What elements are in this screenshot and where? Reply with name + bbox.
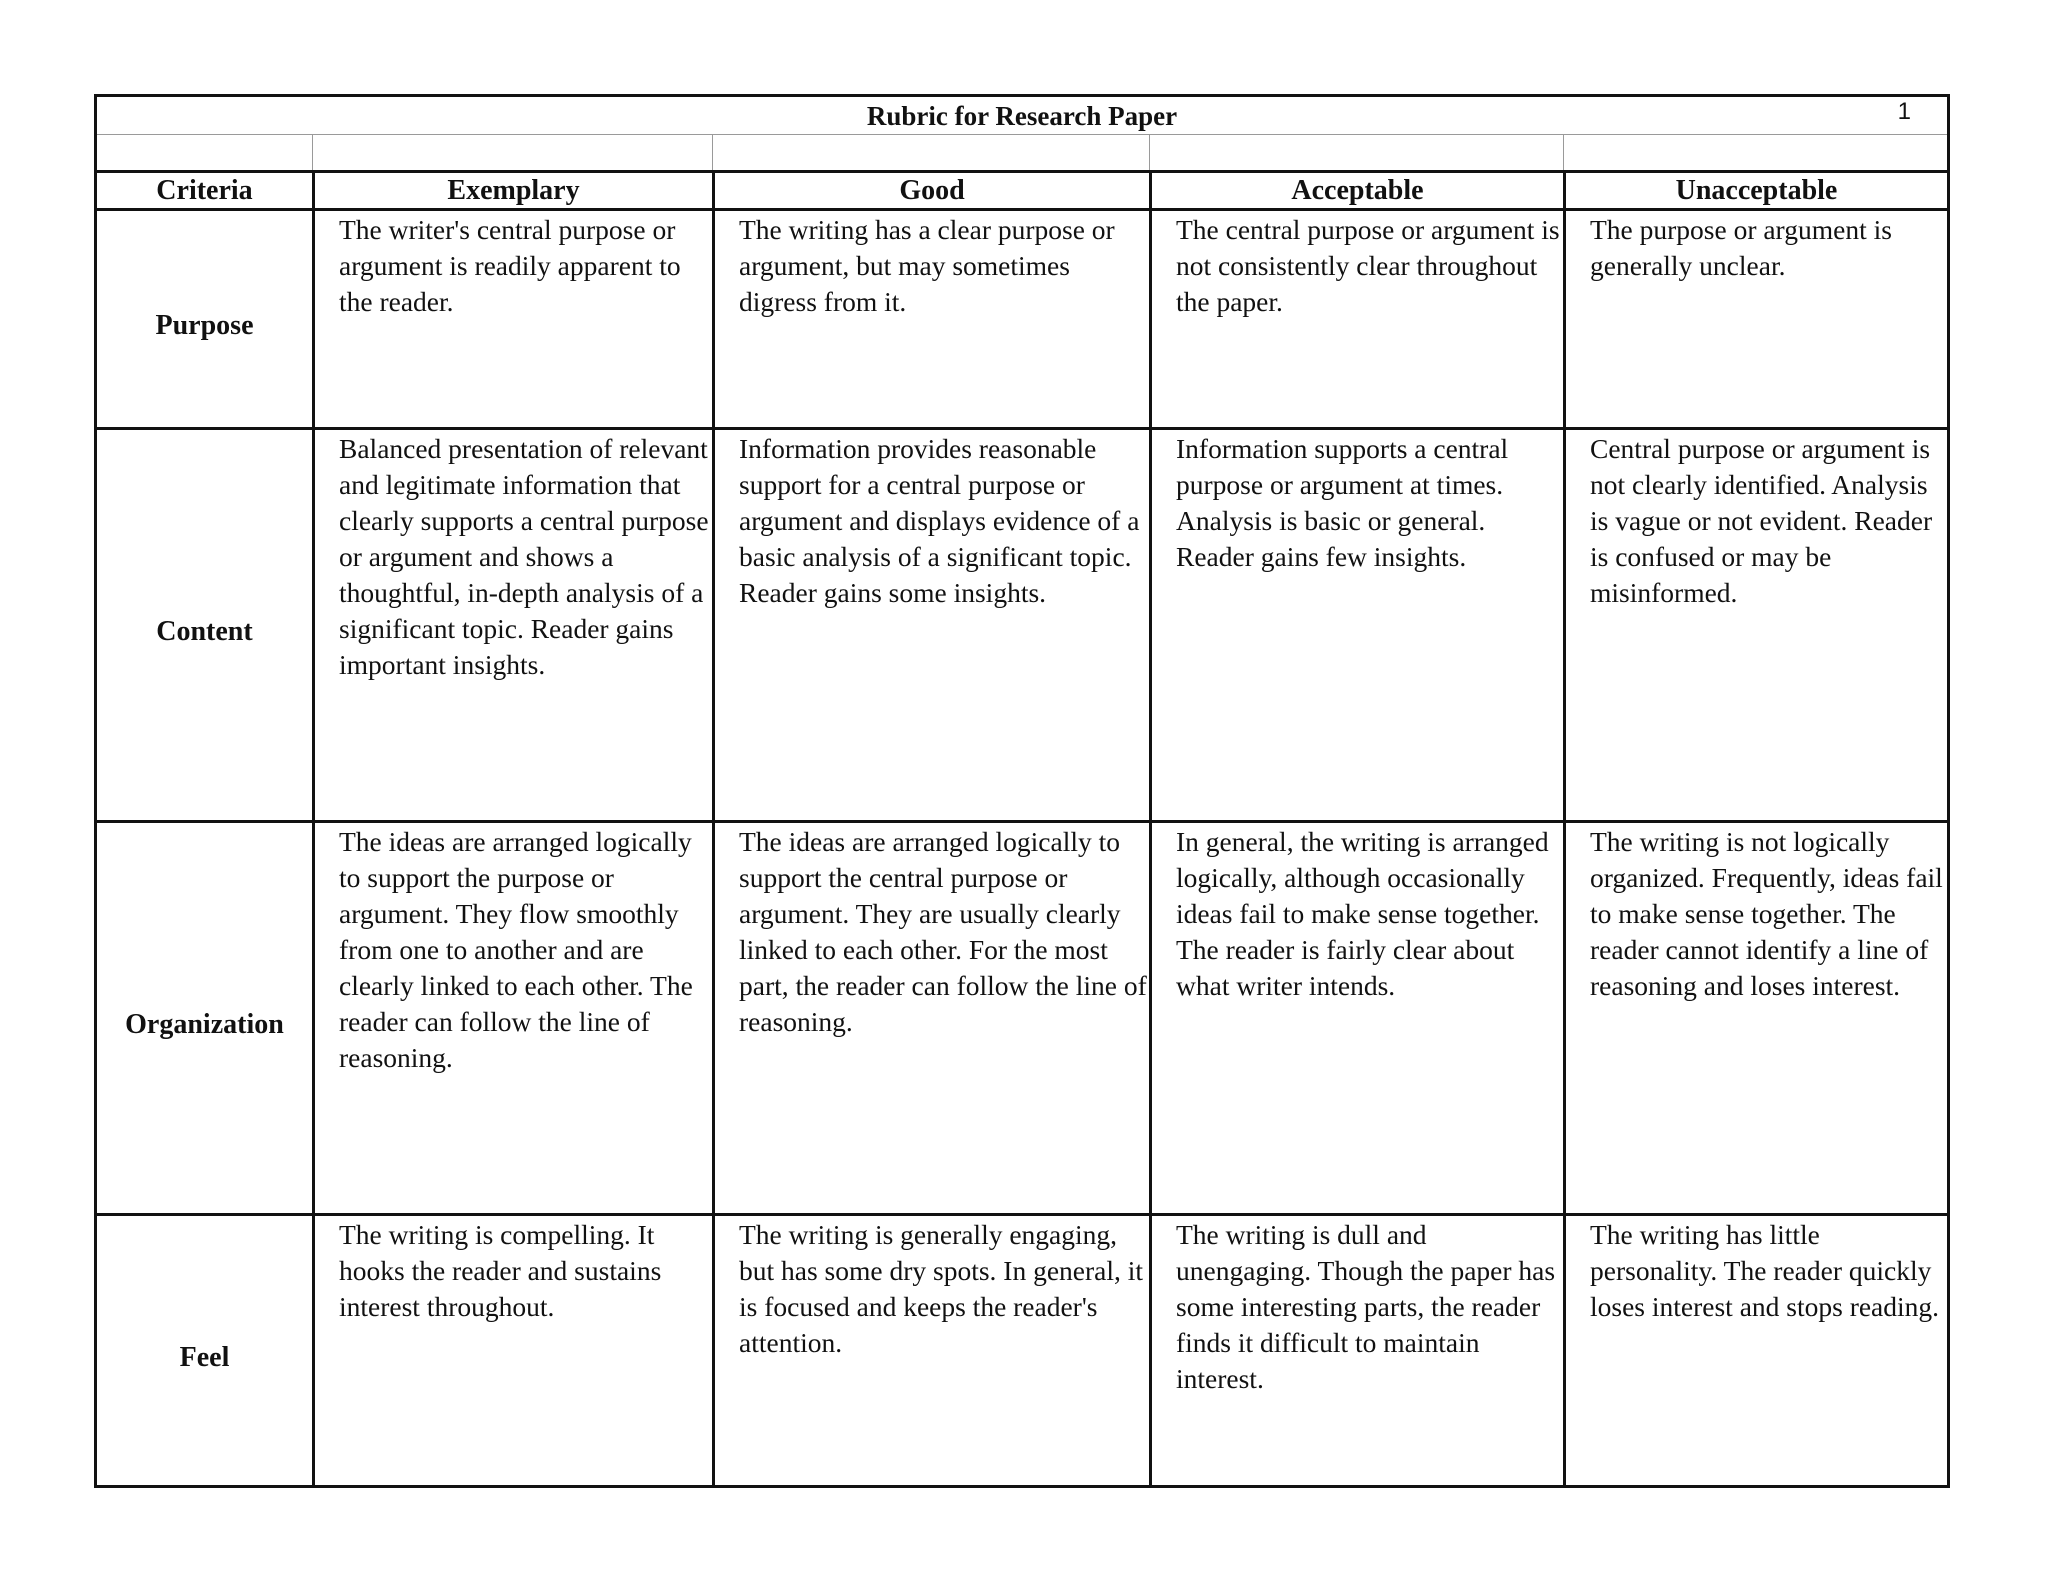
criterion-cell — [97, 823, 312, 1213]
rubric-description: The writing has little personality. The reader quickly loses interest and stops reading. — [1590, 1219, 1940, 1322]
rubric-table — [94, 94, 1950, 1488]
rubric-description: The writing is dull and unengaging. Though the paper has some interesting parts, the reader finds it difficult to maintain interest. — [1176, 1219, 1556, 1394]
header-label: Exemplary — [447, 175, 580, 206]
header-cell-unacceptable — [1563, 173, 1947, 208]
rubric-description: The writing is compelling. It hooks the reader and sustains interest throughout. — [339, 1219, 662, 1322]
rubric-cell-acceptable — [1149, 823, 1563, 1213]
rubric-cell-unacceptable — [1563, 823, 1947, 1213]
rubric-description: The writing is generally engaging, but has some dry spots. In general, it is focused and keeps the reader's attention. — [739, 1219, 1144, 1358]
criterion-cell — [97, 211, 312, 427]
header-row — [97, 173, 1947, 211]
grid-line — [312, 135, 313, 170]
header-cell-good — [712, 173, 1149, 208]
table-row — [97, 211, 1947, 430]
rubric-cell-acceptable — [1149, 1216, 1563, 1485]
rubric-description: The writing has a clear purpose or argument, but may sometimes digress from it. — [739, 214, 1115, 317]
criterion-label: Purpose — [155, 309, 254, 341]
page-title: Rubric for Research Paper — [866, 101, 1178, 131]
table-row — [97, 430, 1947, 823]
header-label: Good — [899, 175, 965, 206]
criterion-cell — [97, 1216, 312, 1485]
rubric-description: The central purpose or argument is not consistently clear throughout the paper. — [1176, 214, 1560, 317]
rubric-cell-acceptable — [1149, 430, 1563, 820]
rubric-description: Balanced presentation of relevant and legitimate information that clearly supports a central purpose or argument and shows a thoughtful, in-depth analysis of a significant topic. Reader gains important insights. — [339, 433, 709, 680]
page-number: 1 — [1897, 98, 1911, 125]
header-cell-exemplary — [312, 173, 712, 208]
grid-line — [1149, 135, 1150, 170]
rubric-description: The writing is not logically organized. Frequently, ideas fail to make sense together. The reader cannot identify a line of reasoning and loses interest. — [1590, 826, 1943, 1001]
table-row — [97, 1216, 1947, 1485]
criterion-label: Organization — [125, 1008, 284, 1040]
header-cell-criteria — [97, 173, 312, 208]
rubric-cell-exemplary — [312, 430, 712, 820]
rubric-cell-good — [712, 1216, 1149, 1485]
rubric-cell-unacceptable — [1563, 430, 1947, 820]
rubric-cell-good — [712, 211, 1149, 427]
rubric-description: The ideas are arranged logically to support the purpose or argument. They flow smoothly from one to another and are clearly linked to each other. The reader can follow the line of reasoning. — [339, 826, 693, 1073]
criterion-label: Content — [156, 615, 253, 647]
blank-row — [97, 135, 1947, 173]
criterion-label: Feel — [179, 1341, 230, 1373]
rubric-cell-exemplary — [312, 1216, 712, 1485]
table-row — [97, 823, 1947, 1216]
rubric-description: The writer's central purpose or argument is readily apparent to the reader. — [339, 214, 681, 317]
title-row — [97, 97, 1947, 135]
header-label: Criteria — [156, 175, 253, 206]
rubric-cell-good — [712, 823, 1149, 1213]
grid-line — [712, 135, 713, 170]
rubric-description: The ideas are arranged logically to support the central purpose or argument. They are usually clearly linked to each other. For the most part, the reader can follow the line of reasoning. — [739, 826, 1147, 1037]
header-cell-acceptable — [1149, 173, 1563, 208]
rubric-description: The purpose or argument is generally unclear. — [1590, 214, 1892, 281]
rubric-cell-unacceptable — [1563, 1216, 1947, 1485]
rubric-cell-exemplary — [312, 211, 712, 427]
rubric-cell-exemplary — [312, 823, 712, 1213]
grid-line — [1563, 135, 1564, 170]
rubric-description: In general, the writing is arranged logically, although occasionally ideas fail to make sense together. The reader is fairly clear about what writer intends. — [1176, 826, 1549, 1001]
rubric-cell-good — [712, 430, 1149, 820]
rubric-cell-unacceptable — [1563, 211, 1947, 427]
rubric-description: Information supports a central purpose or argument at times. Analysis is basic or general. Reader gains few insights. — [1176, 433, 1509, 572]
header-label: Unacceptable — [1675, 175, 1838, 206]
rubric-description: Information provides reasonable support for a central purpose or argument and displays evidence of a basic analysis of a significant topic. Reader gains some insights. — [739, 433, 1140, 608]
rubric-cell-acceptable — [1149, 211, 1563, 427]
rubric-description: Central purpose or argument is not clearly identified. Analysis is vague or not evident. Reader is confused or may be misinformed. — [1590, 433, 1933, 608]
header-label: Acceptable — [1291, 175, 1424, 206]
criterion-cell — [97, 430, 312, 820]
